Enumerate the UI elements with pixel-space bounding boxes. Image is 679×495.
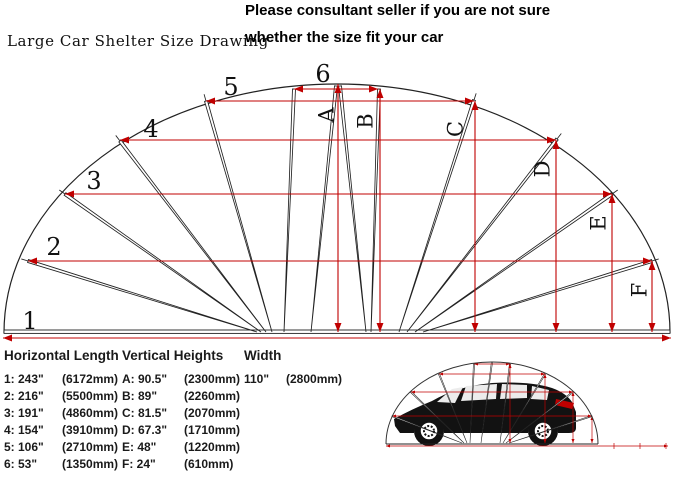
- table-row: B: 89" (2260mm): [122, 389, 241, 403]
- page-title: Large Car Shelter Size Drawing: [7, 32, 269, 50]
- rib-pole: [423, 260, 652, 332]
- measure-arrowhead: [3, 335, 12, 342]
- table-row: 1: 243" (6172mm): [4, 372, 119, 386]
- ground-pole: [4, 330, 670, 333]
- height-label-D: D: [530, 160, 555, 178]
- table-row: 6: 53" (1350mm): [4, 457, 119, 471]
- measure-arrowhead: [590, 439, 593, 443]
- seller-notice-line-2: whether the size fit your car: [245, 29, 444, 46]
- rib-pole: [205, 101, 272, 332]
- seller-notice-line-1: Please consultant seller if you are not sure: [245, 2, 551, 19]
- car-wheel: [528, 416, 558, 446]
- rib-pole: [64, 193, 261, 332]
- table-row: E: 48" (1220mm): [122, 440, 241, 454]
- car-window: [461, 384, 497, 401]
- rib-tip-tick: [612, 190, 618, 194]
- table-row: 110" (2800mm): [244, 372, 343, 386]
- horizontal-length-table: [4, 348, 119, 473]
- table-row: 5: 106" (2710mm): [4, 440, 119, 454]
- measure-arrowhead: [662, 335, 671, 342]
- rib-label-3: 3: [86, 167, 102, 195]
- height-label-C: C: [443, 120, 468, 138]
- table-row: 3: 191" (4860mm): [4, 406, 119, 420]
- table-row: 4: 154" (3910mm): [4, 423, 119, 437]
- table-row: 2: 216" (5500mm): [4, 389, 119, 403]
- car-wheel: [414, 416, 444, 446]
- width-header: Width: [244, 348, 282, 363]
- rib-tip-tick: [116, 135, 120, 141]
- table-row: A: 90.5" (2300mm): [122, 372, 241, 386]
- rib-group: [21, 86, 658, 332]
- height-label-A: A: [314, 107, 339, 123]
- rib-pole: [28, 260, 257, 332]
- rib-tip-tick: [21, 259, 28, 261]
- rib-label-5: 5: [223, 73, 239, 101]
- horizontal-length-header: Horizontal Length: [4, 348, 119, 363]
- vertical-heights-header: Vertical Heights: [122, 348, 224, 363]
- measure-arrowhead: [369, 86, 378, 93]
- rib-label-4: 4: [143, 115, 159, 143]
- table-row: D: 67.3" (1710mm): [122, 423, 241, 437]
- rib-label-2: 2: [46, 233, 62, 261]
- car-shelter-illustration: [370, 352, 679, 462]
- measure-arrowhead: [386, 444, 390, 447]
- measure-arrowhead: [571, 439, 574, 443]
- table-row: C: 81.5" (2070mm): [122, 406, 241, 420]
- rib-pole: [284, 89, 295, 332]
- rib-pole: [415, 193, 613, 332]
- height-label-F: F: [627, 282, 652, 298]
- height-label-E: E: [586, 215, 611, 231]
- height-label-B: B: [353, 113, 378, 129]
- car-window: [500, 384, 527, 399]
- rib-tip-tick: [557, 133, 561, 139]
- rib-label-1: 1: [22, 307, 38, 335]
- vertical-heights-table: [122, 348, 240, 473]
- rib-tip-tick: [204, 94, 206, 101]
- rib-tip-tick: [474, 93, 476, 100]
- table-row: F: 24" (610mm): [122, 457, 234, 471]
- rib-label-6: 6: [315, 60, 331, 88]
- width-table: [244, 348, 342, 388]
